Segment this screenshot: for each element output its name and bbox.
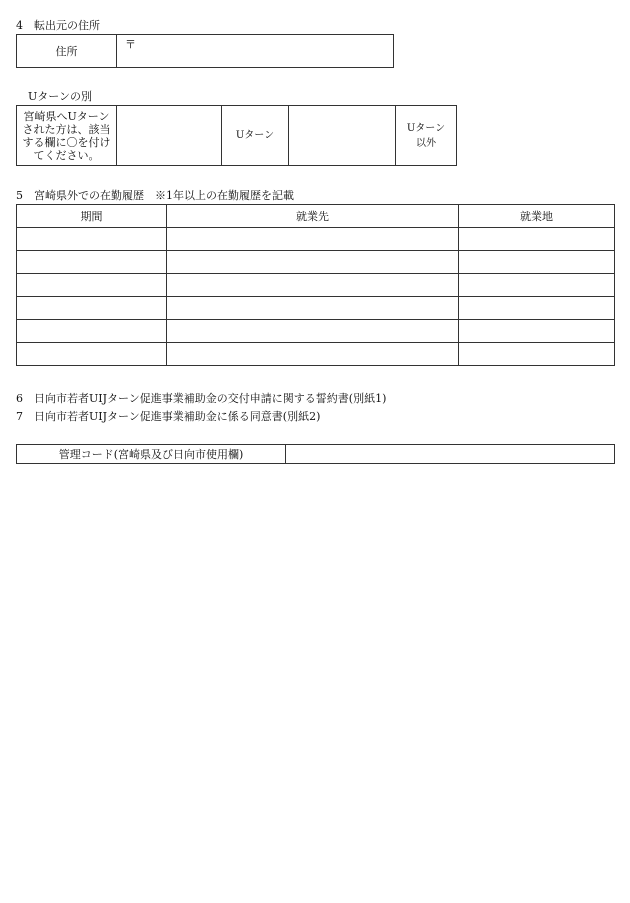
- table-row: [17, 320, 615, 343]
- column-header-work-location: 就業地: [459, 205, 615, 228]
- work-location-cell[interactable]: [459, 228, 615, 251]
- uturn-instruction-line: された方は、該当: [22, 122, 111, 136]
- period-cell[interactable]: [17, 297, 167, 320]
- employer-cell[interactable]: [167, 274, 459, 297]
- table-row: [17, 297, 615, 320]
- uturn-option-label: Uターン: [222, 106, 289, 166]
- uturn-instruction-line: する欄に〇を付け: [22, 135, 111, 149]
- work-history-table: [16, 204, 615, 366]
- section7-text: 7 日向市若者UIJターン促進事業補助金に係る同意書(別紙2): [16, 410, 321, 423]
- uturn-table: [16, 105, 457, 166]
- management-code-table: [16, 444, 615, 464]
- uturn-instruction: [17, 106, 117, 166]
- period-cell[interactable]: [17, 320, 167, 343]
- work-location-cell[interactable]: [459, 320, 615, 343]
- management-code-field[interactable]: [286, 445, 615, 464]
- address-label: 住所: [17, 35, 117, 68]
- work-location-cell[interactable]: [459, 343, 615, 366]
- section5-heading: 5 宮崎県外での在勤履歴 ※1年以上の在勤履歴を記載: [16, 189, 294, 202]
- employer-cell[interactable]: [167, 251, 459, 274]
- non-uturn-label-line: 以外: [416, 137, 436, 149]
- table-row: [17, 343, 615, 366]
- address-table: [16, 34, 394, 68]
- employer-cell[interactable]: [167, 320, 459, 343]
- work-location-cell[interactable]: [459, 251, 615, 274]
- non-uturn-label-line: Uターン: [406, 122, 446, 134]
- management-code-label: 管理コード(宮崎県及び日向市使用欄): [17, 445, 286, 464]
- period-cell[interactable]: [17, 343, 167, 366]
- non-uturn-option-label: [396, 106, 457, 166]
- work-location-cell[interactable]: [459, 297, 615, 320]
- period-cell[interactable]: [17, 274, 167, 297]
- postal-mark: 〒: [125, 38, 136, 51]
- table-row: [17, 228, 615, 251]
- address-field[interactable]: [117, 35, 394, 68]
- non-uturn-mark-cell[interactable]: [289, 106, 396, 166]
- employer-cell[interactable]: [167, 343, 459, 366]
- employer-cell[interactable]: [167, 228, 459, 251]
- period-cell[interactable]: [17, 251, 167, 274]
- employer-cell[interactable]: [167, 297, 459, 320]
- uturn-instruction-line: てください。: [33, 148, 100, 162]
- table-row: [17, 274, 615, 297]
- work-location-cell[interactable]: [459, 274, 615, 297]
- column-header-employer: 就業先: [167, 205, 459, 228]
- uturn-instruction-line: 宮崎県へUターン: [23, 109, 110, 123]
- section6-text: 6 日向市若者UIJターン促進事業補助金の交付申請に関する誓約書(別紙1): [16, 392, 387, 405]
- uturn-mark-cell[interactable]: [117, 106, 222, 166]
- period-cell[interactable]: [17, 228, 167, 251]
- section4-heading: 4 転出元の住所: [16, 19, 100, 32]
- column-header-period: 期間: [17, 205, 167, 228]
- table-row: [17, 251, 615, 274]
- uturn-heading: Uターンの別: [28, 90, 93, 103]
